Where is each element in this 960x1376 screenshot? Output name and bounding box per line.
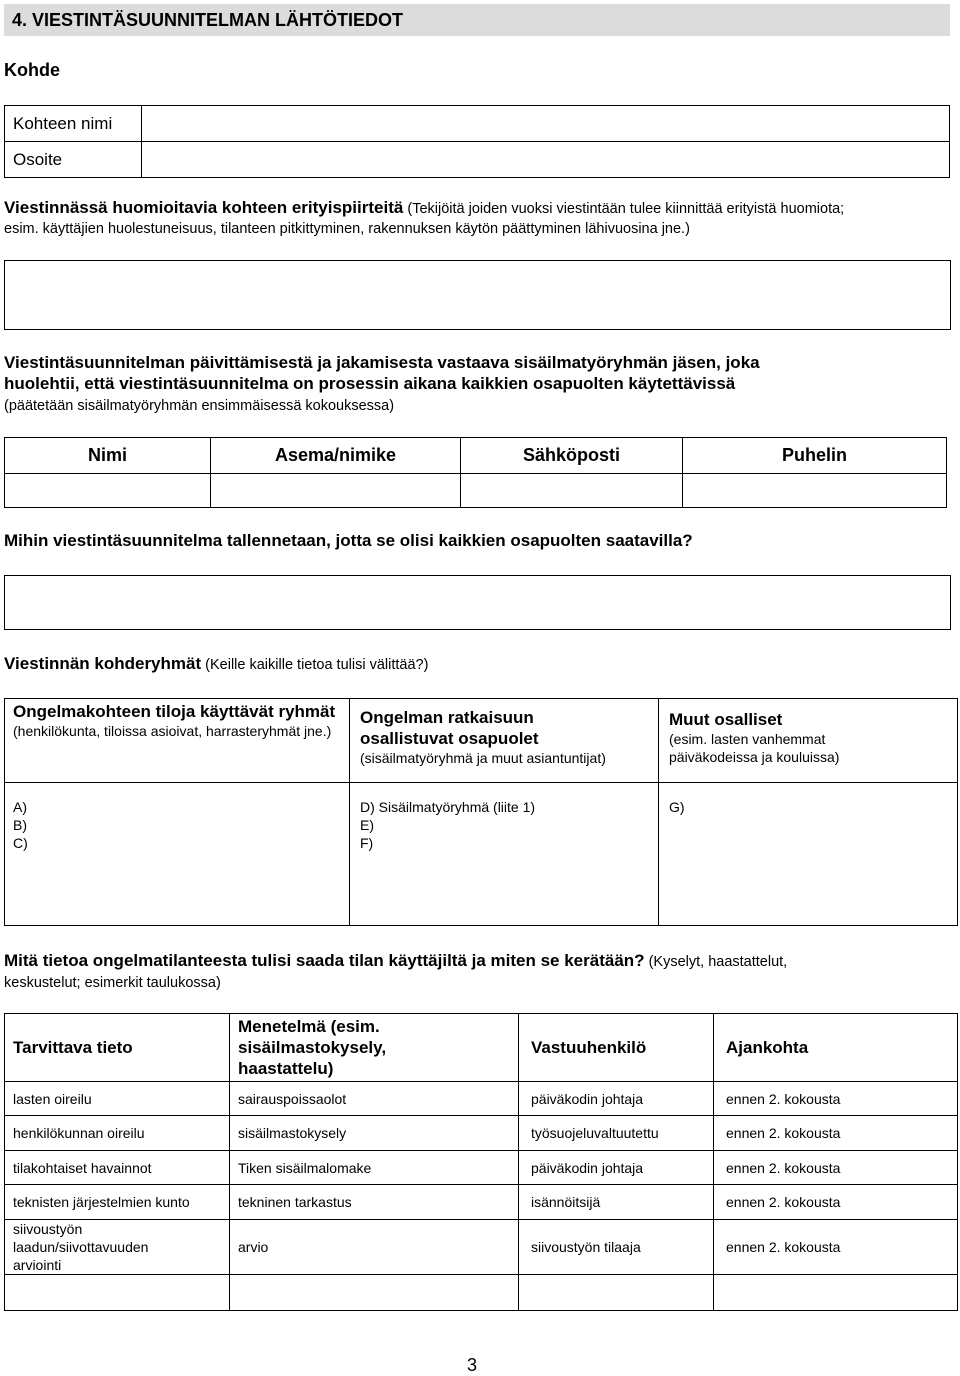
ryhmat-header-2: [350, 699, 659, 783]
ryhmat-cell-1[interactable]: [5, 783, 350, 926]
ryhmat-title-2: Ongelman ratkaisuun osallistuvat osapuolet: [360, 708, 539, 748]
kohderyhmat-table: [4, 698, 958, 926]
col-puhelin: Puhelin: [683, 438, 947, 474]
th-vastuuhenkilo: Vastuuhenkilö: [519, 1014, 714, 1082]
vastaava-note: (päätetään sisäilmatyöryhmän ensimmäisessä kokouksessa): [4, 398, 395, 414]
table-row: [5, 1185, 958, 1220]
table-row: [5, 1151, 958, 1185]
cell-menetelma: sisäilmastokysely: [230, 1116, 519, 1151]
asema-field[interactable]: [211, 474, 461, 508]
cell-vastuuhenkilo: isännöitsijä: [519, 1185, 714, 1220]
col-sahkoposti: Sähköposti: [461, 438, 683, 474]
page-number: 3: [467, 1355, 478, 1375]
kohteen-nimi-field[interactable]: [142, 106, 950, 142]
cell-tieto: tilakohtaiset havainnot: [5, 1151, 230, 1185]
cell-vastuuhenkilo: työsuojeluvaltuutettu: [519, 1116, 714, 1151]
cell-menetelma: arvio: [230, 1220, 519, 1275]
vastaava-table: [4, 437, 947, 508]
cell-ajankohta: ennen 2. kokousta: [714, 1151, 958, 1185]
ryhma-a: A): [13, 799, 27, 815]
kohde-table: [4, 105, 950, 178]
th-menetelma: Menetelmä (esim. sisäilmastokysely, haastattelu): [230, 1014, 519, 1082]
tiedonkeruu-heading: Mitä tietoa ongelmatilanteesta tulisi saada tilan käyttäjiltä ja miten se kerätään?: [4, 951, 645, 970]
tallennus-field[interactable]: [4, 575, 951, 630]
tallennus-question: Mihin viestintäsuunnitelma tallennetaan, jotta se olisi kaikkien osapuolten saatavilla?: [4, 531, 693, 550]
vastaava-heading-line1: Viestintäsuunnitelman päivittämisestä ja jakamisesta vastaava sisäilmatyöryhmän jäsen, joka: [4, 353, 760, 372]
erityispiirteet-field[interactable]: [4, 260, 951, 330]
cell-tieto: lasten oireilu: [5, 1082, 230, 1116]
kohde-heading: Kohde: [4, 60, 60, 80]
puhelin-field[interactable]: [683, 474, 947, 508]
ryhmat-title-3: Muut osalliset: [669, 710, 783, 729]
kohteen-nimi-label: Kohteen nimi: [5, 106, 142, 142]
cell-ajankohta: ennen 2. kokousta: [714, 1082, 958, 1116]
cell-tieto: siivoustyön laadun/siivottavuuden arviointi: [5, 1220, 230, 1275]
table-row: [5, 1082, 958, 1116]
cell-vastuuhenkilo[interactable]: [519, 1275, 714, 1311]
th-ajankohta: Ajankohta: [714, 1014, 958, 1082]
erityispiirteet-text: [4, 198, 954, 239]
table-row: [5, 1220, 958, 1275]
ryhma-d: D) Sisäilmatyöryhmä (liite 1): [360, 799, 536, 815]
kohderyhmat-note: (Keille kaikille tietoa tulisi välittää?): [205, 657, 429, 673]
ryhma-f: F): [360, 835, 374, 851]
ryhmat-header-3: [659, 699, 958, 783]
cell-vastuuhenkilo: päiväkodin johtaja: [519, 1082, 714, 1116]
tiedonkeruu-title: [4, 950, 954, 994]
col-nimi: Nimi: [5, 438, 211, 474]
cell-tieto: teknisten järjestelmien kunto: [5, 1185, 230, 1220]
ryhmat-title-1: Ongelmakohteen tiloja käyttävät ryhmät: [13, 702, 336, 721]
cell-menetelma[interactable]: [230, 1275, 519, 1311]
cell-ajankohta: ennen 2. kokousta: [714, 1116, 958, 1151]
th-tieto: Tarvittava tieto: [5, 1014, 230, 1082]
ryhma-b: B): [13, 817, 27, 833]
kohderyhmat-title: [4, 654, 428, 674]
tiedonkeruu-table: [4, 1013, 958, 1311]
ryhmat-note-2: (sisäilmatyöryhmä ja muut asiantuntijat): [360, 750, 606, 766]
erityispiirteet-heading: Viestinnässä huomioitavia kohteen erityispiirteitä: [4, 198, 404, 217]
table-row: [5, 1116, 958, 1151]
kohderyhmat-heading: Viestinnän kohderyhmät: [4, 654, 202, 673]
cell-ajankohta: ennen 2. kokousta: [714, 1220, 958, 1275]
cell-vastuuhenkilo: siivoustyön tilaaja: [519, 1220, 714, 1275]
erityispiirteet-note-1: (Tekijöitä joiden vuoksi viestintään tulee kiinnittää erityistä huomiota;: [407, 201, 845, 217]
vastaava-heading: [4, 352, 954, 394]
ryhma-c: C): [13, 835, 28, 851]
ryhma-g: G): [669, 799, 685, 815]
cell-menetelma: sairauspoissaolot: [230, 1082, 519, 1116]
ryhmat-cell-2[interactable]: [350, 783, 659, 926]
ryhmat-cell-3[interactable]: [659, 783, 958, 926]
ryhma-e: E): [360, 817, 374, 833]
erityispiirteet-note-2: esim. käyttäjien huolestuneisuus, tilanteen pitkittyminen, rakennuksen käytön päättyminen lähivuosina jne.): [4, 221, 690, 237]
cell-vastuuhenkilo: päiväkodin johtaja: [519, 1151, 714, 1185]
sahkoposti-field[interactable]: [461, 474, 683, 508]
tiedonkeruu-note-a: (Kyselyt, haastattelut,: [648, 954, 788, 970]
cell-menetelma: Tiken sisäilmalomake: [230, 1151, 519, 1185]
ryhmat-note-3: (esim. lasten vanhemmat päiväkodeissa ja kouluissa): [669, 731, 840, 765]
tiedonkeruu-note-b: keskustelut; esimerkit taulukossa): [4, 975, 221, 991]
cell-tieto: henkilökunnan oireilu: [5, 1116, 230, 1151]
col-asema: Asema/nimike: [211, 438, 461, 474]
osoite-label: Osoite: [5, 142, 142, 178]
cell-menetelma: tekninen tarkastus: [230, 1185, 519, 1220]
vastaava-heading-line2: huolehtii, että viestintäsuunnitelma on prosessin aikana kaikkien osapuolten käytettävissä: [4, 374, 736, 393]
section-title: 4. VIESTINTÄSUUNNITELMAN LÄHTÖTIEDOT: [4, 4, 950, 36]
cell-tieto[interactable]: [5, 1275, 230, 1311]
ryhmat-note-1: (henkilökunta, tiloissa asioivat, harrasteryhmät jne.): [13, 723, 332, 739]
table-row: [5, 1275, 958, 1311]
cell-ajankohta[interactable]: [714, 1275, 958, 1311]
ryhmat-header-1: [5, 699, 350, 783]
osoite-field[interactable]: [142, 142, 950, 178]
cell-ajankohta: ennen 2. kokousta: [714, 1185, 958, 1220]
nimi-field[interactable]: [5, 474, 211, 508]
